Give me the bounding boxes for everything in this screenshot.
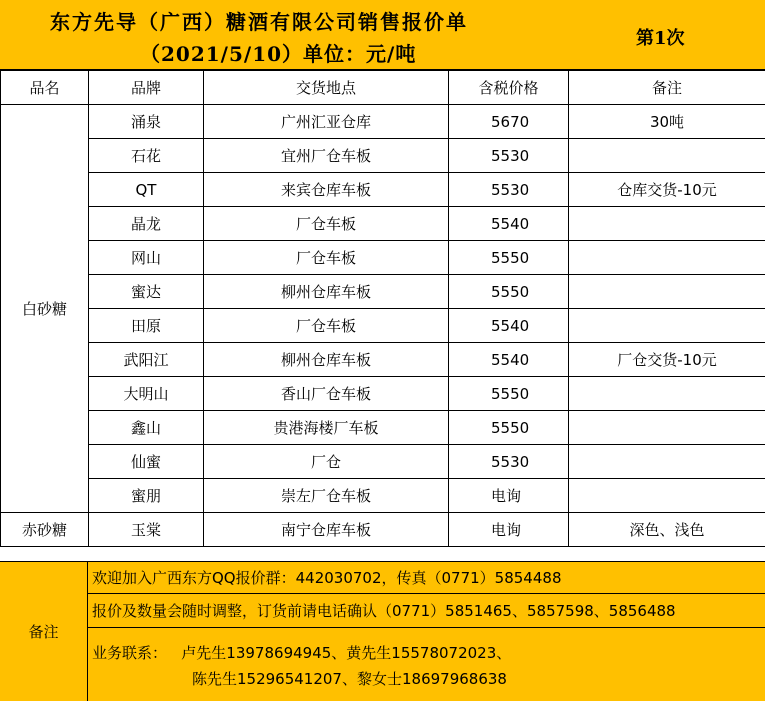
remark-cell — [569, 479, 765, 513]
table-header-row — [1, 71, 765, 105]
brand-cell: 武阳江 — [89, 343, 204, 377]
price-cell: 5540 — [449, 309, 569, 343]
brand-cell: 大明山 — [89, 377, 204, 411]
notes-section — [0, 561, 765, 701]
notes-label: 备注 — [0, 562, 88, 701]
table-row — [1, 479, 765, 513]
remark-cell — [569, 207, 765, 241]
remark-cell — [569, 139, 765, 173]
col-header-price: 含税价格 — [449, 71, 569, 105]
col-header-product: 品名 — [1, 71, 89, 105]
table-row — [1, 139, 765, 173]
brand-cell: 鑫山 — [89, 411, 204, 445]
company-title: 东方先导（广西）糖酒有限公司销售报价单 — [50, 10, 468, 34]
price-cell: 电询 — [449, 479, 569, 513]
location-cell: 厂仓车板 — [204, 241, 449, 275]
price-cell: 5540 — [449, 343, 569, 377]
remark-cell — [569, 275, 765, 309]
location-cell: 柳州仓库车板 — [204, 343, 449, 377]
remark-cell: 厂仓交货-10元 — [569, 343, 765, 377]
product-name-cell: 白砂糖 — [1, 105, 89, 513]
location-cell: 崇左厂仓车板 — [204, 479, 449, 513]
remark-cell: 30吨 — [569, 105, 765, 139]
contact-note — [88, 628, 765, 701]
location-cell: 南宁仓库车板 — [204, 513, 449, 547]
brand-cell: QT — [89, 173, 204, 207]
product-name-cell: 赤砂糖 — [1, 513, 89, 547]
brand-cell: 玉棠 — [89, 513, 204, 547]
table-row — [1, 309, 765, 343]
table-row — [1, 377, 765, 411]
price-cell: 5550 — [449, 377, 569, 411]
brand-cell: 田原 — [89, 309, 204, 343]
price-cell: 5550 — [449, 275, 569, 309]
col-header-brand: 品牌 — [89, 71, 204, 105]
price-cell: 5670 — [449, 105, 569, 139]
contact-line-1: 业务联系： 卢先生13978694945、黄先生15578072023、 — [92, 644, 512, 662]
location-cell: 贵港海楼厂车板 — [204, 411, 449, 445]
brand-cell: 仙蜜 — [89, 445, 204, 479]
issue-number: 第1次 — [636, 28, 685, 49]
date-unit-subtitle: （2021/5/10）单位：元/吨 — [140, 42, 417, 66]
remark-cell — [569, 445, 765, 479]
brand-cell: 涌泉 — [89, 105, 204, 139]
price-cell: 电询 — [449, 513, 569, 547]
location-cell: 宜州厂仓车板 — [204, 139, 449, 173]
table-row — [1, 207, 765, 241]
location-cell: 厂仓车板 — [204, 309, 449, 343]
col-header-remark: 备注 — [569, 71, 765, 105]
brand-cell: 蜜朋 — [89, 479, 204, 513]
location-cell: 香山厂仓车板 — [204, 377, 449, 411]
location-cell: 柳州仓库车板 — [204, 275, 449, 309]
brand-cell: 蜜达 — [89, 275, 204, 309]
remark-cell — [569, 377, 765, 411]
remark-cell — [569, 309, 765, 343]
location-cell: 厂仓 — [204, 445, 449, 479]
brand-cell: 石花 — [89, 139, 204, 173]
remark-cell: 深色、浅色 — [569, 513, 765, 547]
table-row — [1, 343, 765, 377]
table-row — [1, 445, 765, 479]
price-cell: 5530 — [449, 173, 569, 207]
location-cell: 来宾仓库车板 — [204, 173, 449, 207]
table-row — [1, 411, 765, 445]
price-cell: 5530 — [449, 139, 569, 173]
brand-cell: 晶龙 — [89, 207, 204, 241]
table-row — [1, 173, 765, 207]
contact-line-2: 陈先生15296541207、黎女士18697968638 — [192, 670, 507, 688]
title-band — [0, 0, 765, 70]
price-adjust-note: 报价及数量会随时调整，订货前请电话确认（0771）5851465、5857598、5856488 — [88, 594, 765, 628]
brand-cell: 网山 — [89, 241, 204, 275]
col-header-location: 交货地点 — [204, 71, 449, 105]
qq-group-note: 欢迎加入广西东方QQ报价群：442030702，传真（0771）5854488 — [88, 562, 765, 594]
table-row — [1, 241, 765, 275]
table-row — [1, 275, 765, 309]
price-cell: 5540 — [449, 207, 569, 241]
price-table — [0, 70, 765, 547]
remark-cell — [569, 241, 765, 275]
location-cell: 广州汇亚仓库 — [204, 105, 449, 139]
price-cell: 5550 — [449, 411, 569, 445]
price-cell: 5550 — [449, 241, 569, 275]
table-row — [1, 105, 765, 139]
price-cell: 5530 — [449, 445, 569, 479]
remark-cell — [569, 411, 765, 445]
remark-cell: 仓库交货-10元 — [569, 173, 765, 207]
location-cell: 厂仓车板 — [204, 207, 449, 241]
table-row — [1, 513, 765, 547]
